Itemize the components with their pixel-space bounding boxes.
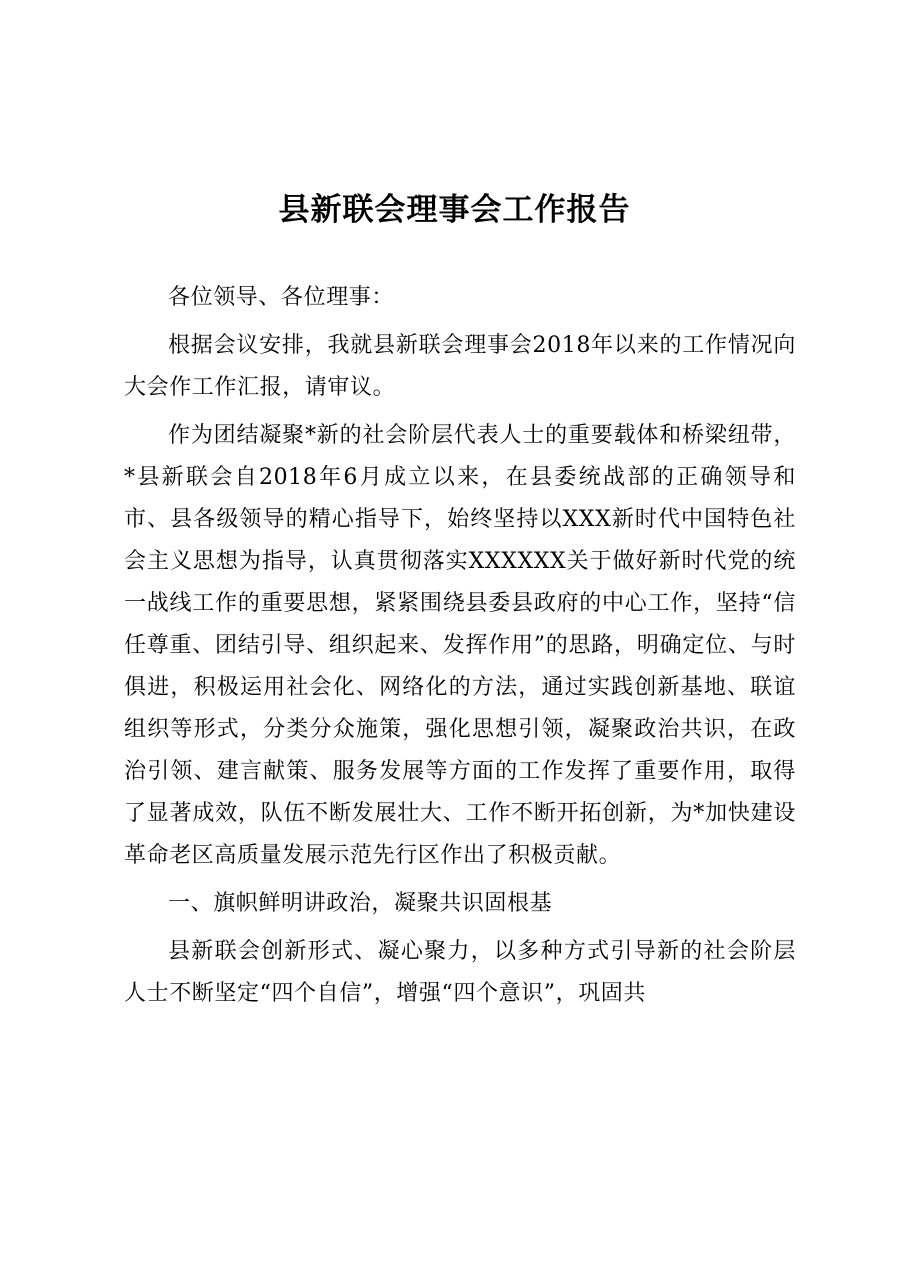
document-title: 县新联会理事会工作报告: [278, 192, 631, 228]
section-paragraph: 县新联会创新形式、凝心聚力，以多种方式引导新的社会阶层人士不断坚定“四个自信”，增强“四个意识”，巩固共: [124, 939, 796, 1006]
document-body: [124, 277, 796, 1021]
paragraph-intro: 根据会议安排，我就县新联会理事会2018年以来的工作情况向大会作工作汇报，请审议。: [124, 333, 796, 400]
section-heading: 一、旗帜鲜明讲政治，凝聚共识固根基: [168, 891, 553, 916]
paragraph-overview: 作为团结凝聚*新的社会阶层代表人士的重要载体和桥梁纽带，*县新联会自2018年6月成立以来，在县委统战部的正确领导和市、县各级领导的精心指导下，始终坚持以XXX新时代中国特色社会主义思想为指导，认真贯彻落实XXXXXX关于做好新时代党的统一战线工作的重要思想，紧紧围绕县委县政府的中心工作，坚持“信任尊重、团结引导、组织起来、发挥作用”的思路，明确定位、与时俱进，积极运用社会化、网络化的方法，通过实践创新基地、联谊组织等形式，分类分众施策，强化思想引领，凝聚政治共识，在政治引领、建言献策、服务发展等方面的工作发挥了重要作用，取得了显著成效，队伍不断发展壮大、工作不断开拓创新，为*加快建设革命老区高质量发展示范先行区作出了积极贡献。: [124, 423, 796, 868]
salutation: 各位领导、各位理事：: [168, 285, 395, 310]
